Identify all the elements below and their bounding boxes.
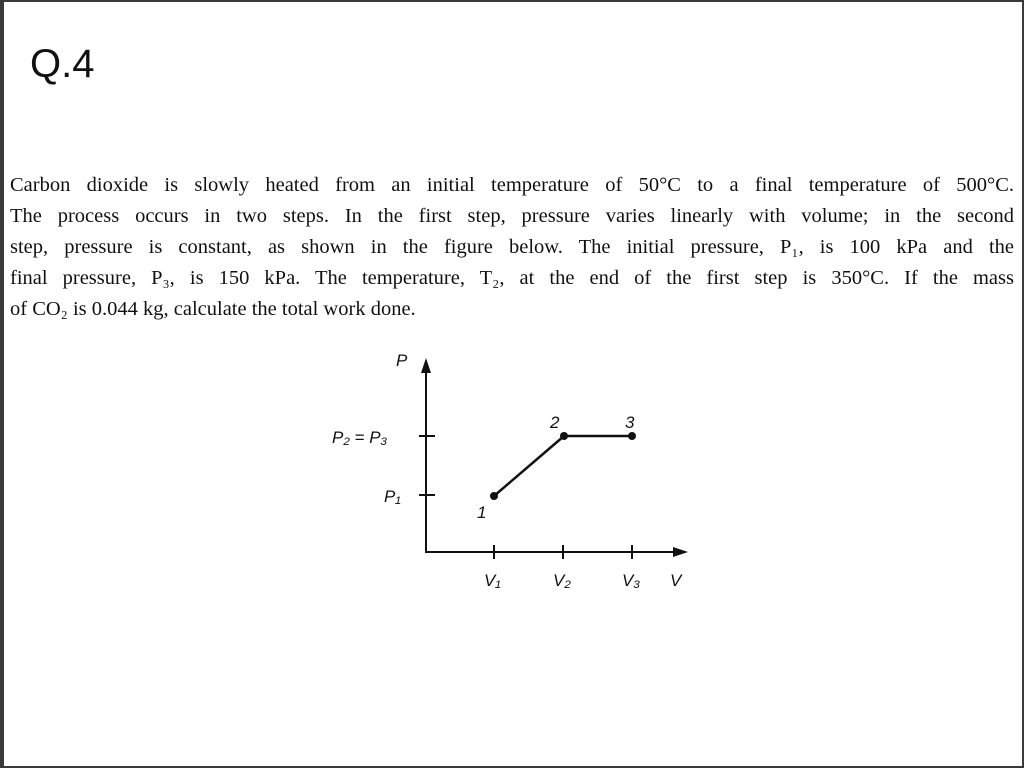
point-2-marker (560, 432, 568, 440)
problem-line: The process occurs in two steps. In the first step, pressure varies linearly with volume; in the second (10, 205, 1014, 227)
x-axis-label: V (670, 571, 682, 590)
problem-line: final pressure, P₃, is 150 kPa. The temperature, T₂, at the end of the first step is 350°C. If the mass (10, 267, 1014, 289)
x-tick-label-v2: V₂ (553, 571, 571, 590)
y-tick-label-p1: P₁ (384, 487, 401, 506)
y-tick-label-p2-p3: P₂ = P₃ (332, 428, 388, 447)
x-tick-label-v1: V₁ (484, 571, 501, 590)
problem-line: step, pressure is constant, as shown in the figure below. The initial pressure, P₁, is 100 kPa and the (10, 236, 1014, 258)
point-3-label: 3 (625, 413, 635, 432)
point-2-label: 2 (550, 413, 560, 432)
problem-line: Carbon dioxide is slowly heated from an initial temperature of 50°C to a final temperature of 500°C. (10, 174, 1014, 196)
point-3-marker (628, 432, 636, 440)
problem-line: of CO₂ is 0.044 kg, calculate the total work done. (10, 298, 416, 320)
process-1-2 (494, 436, 564, 496)
point-1-marker (490, 492, 498, 500)
y-axis-label: P (396, 351, 408, 370)
x-tick-label-v3: V₃ (622, 571, 641, 590)
y-axis-arrow (421, 358, 431, 373)
x-axis-arrow (673, 547, 688, 557)
question-title: Q.4 (30, 42, 95, 86)
point-1-label: 1 (477, 503, 487, 522)
